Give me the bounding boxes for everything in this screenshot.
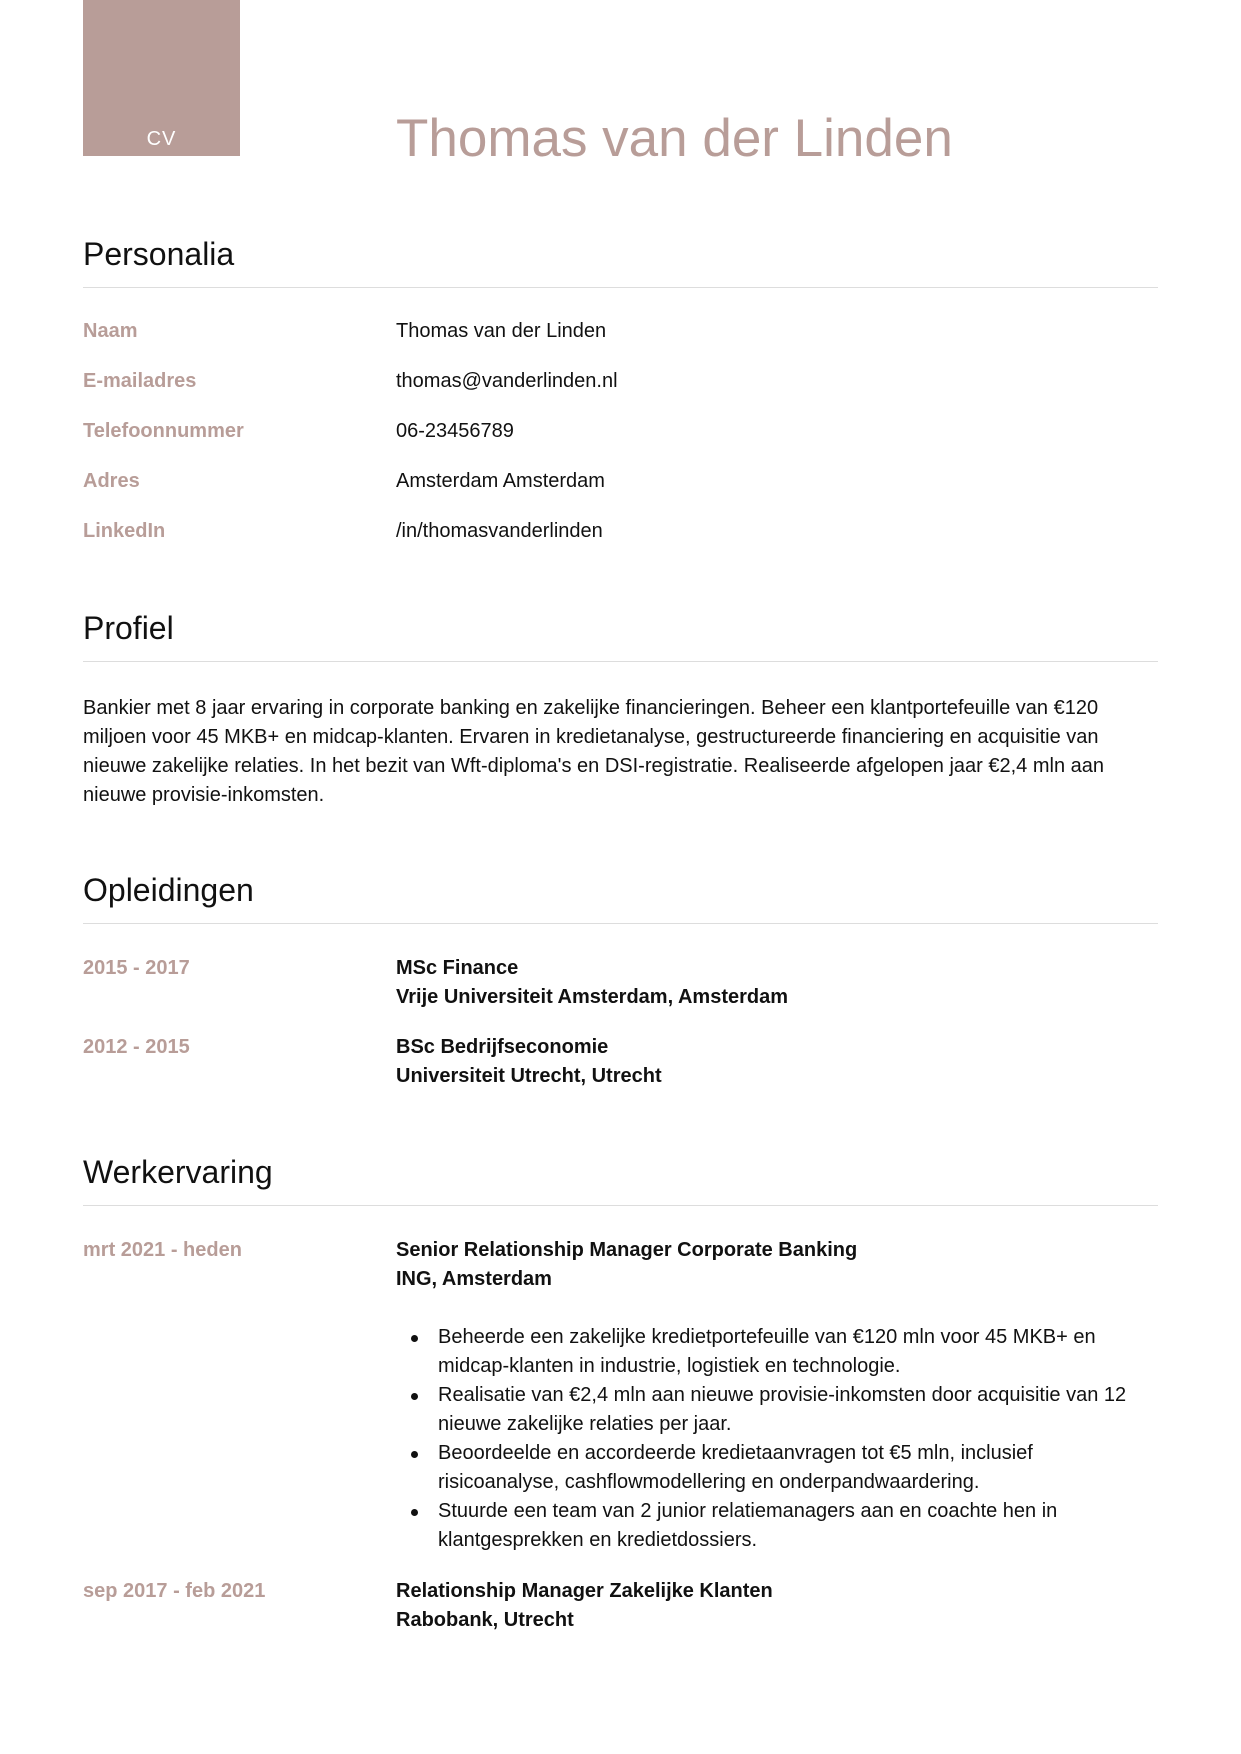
- field-row-phone: [83, 420, 1158, 470]
- entry-title: MSc Finance: [396, 957, 519, 979]
- entry-body: [396, 954, 1158, 1012]
- field-label: Naam: [83, 320, 138, 342]
- field-row-linkedin: [83, 520, 1158, 570]
- entry-period: mrt 2021 - heden: [83, 1239, 242, 1261]
- work-entry: [83, 1236, 1158, 1577]
- entry-title: Senior Relationship Manager Corporate Banking: [396, 1239, 858, 1261]
- list-item: Stuurde een team van 2 junior relatiemanagers aan en coachte hen in klantgesprekken en kredietdossiers.: [438, 1497, 1158, 1555]
- education-entry: [83, 1033, 1158, 1091]
- entry-body: [396, 1033, 1158, 1091]
- list-item: Beoordeelde en accordeerde kredietaanvragen tot €5 mln, inclusief risicoanalyse, cashflowmodellering en onderpandwaardering.: [438, 1439, 1158, 1497]
- field-value: /in/thomasvanderlinden: [396, 520, 603, 542]
- profile-text: Bankier met 8 jaar ervaring in corporate banking en zakelijke financieringen. Beheer een klantportefeuille van €120 miljoen voor 45 MKB+ en midcap-klanten. Ervaren in kredietanalyse, gestructureerde financiering en acquisitie van nieuwe zakelijke relaties. In het bezit van Wft-diploma's en DSI-registratie. Realiseerde afgelopen jaar €2,4 mln aan nieuwe provisie-inkomsten.: [83, 697, 1105, 806]
- field-label: Adres: [83, 470, 140, 492]
- entry-title: Relationship Manager Zakelijke Klanten: [396, 1580, 773, 1602]
- field-row-email: [83, 370, 1158, 420]
- photo-placeholder: [83, 0, 240, 156]
- entry-title: BSc Bedrijfseconomie: [396, 1036, 609, 1058]
- section-heading-opleidingen: Opleidingen: [83, 872, 1158, 924]
- field-value: Amsterdam Amsterdam: [396, 470, 605, 492]
- entry-org: Rabobank, Utrecht: [396, 1609, 574, 1631]
- section-heading-werkervaring: Werkervaring: [83, 1154, 1158, 1206]
- section-werkervaring: [83, 1154, 1158, 1635]
- cv-label: CV: [146, 128, 177, 150]
- entry-org: Universiteit Utrecht, Utrecht: [396, 1065, 662, 1087]
- section-personalia: [83, 236, 1158, 570]
- section-heading-profiel: Profiel: [83, 610, 1158, 662]
- work-entry: [83, 1577, 1158, 1635]
- list-item: Beheerde een zakelijke kredietportefeuille van €120 mln voor 45 MKB+ en midcap-klanten in industrie, logistiek en technologie.: [438, 1323, 1158, 1381]
- section-heading-personalia: Personalia: [83, 236, 1158, 288]
- entry-body: [396, 1577, 1158, 1635]
- entry-period: 2015 - 2017: [83, 957, 190, 979]
- entry-org: Vrije Universiteit Amsterdam, Amsterdam: [396, 986, 789, 1008]
- field-label: Telefoonnummer: [83, 420, 244, 442]
- entry-body: [396, 1236, 1158, 1555]
- field-label: E-mailadres: [83, 370, 197, 392]
- section-profiel: [83, 610, 1158, 810]
- section-opleidingen: [83, 872, 1158, 1091]
- field-value: 06-23456789: [396, 420, 514, 442]
- page-title: Thomas van der Linden: [396, 109, 953, 168]
- education-entry: [83, 954, 1158, 1033]
- field-row-address: [83, 470, 1158, 520]
- field-row-naam: [83, 320, 1158, 370]
- bullet-list: [396, 1323, 1158, 1555]
- entry-period: sep 2017 - feb 2021: [83, 1580, 266, 1602]
- entry-period: 2012 - 2015: [83, 1036, 190, 1058]
- list-item: Realisatie van €2,4 mln aan nieuwe provisie-inkomsten door acquisitie van 12 nieuwe zakelijke relaties per jaar.: [438, 1381, 1158, 1439]
- field-value: thomas@vanderlinden.nl: [396, 370, 618, 392]
- field-value: Thomas van der Linden: [396, 320, 607, 342]
- field-label: LinkedIn: [83, 520, 166, 542]
- entry-org: ING, Amsterdam: [396, 1268, 552, 1290]
